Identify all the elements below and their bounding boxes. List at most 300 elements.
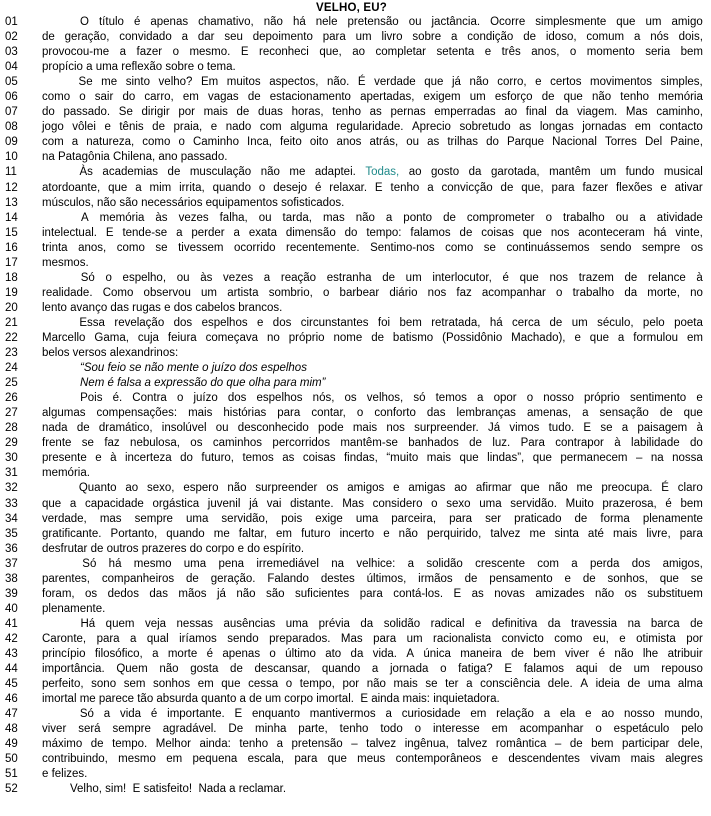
- word: sempre: [112, 723, 151, 736]
- word: se: [155, 241, 168, 254]
- line-content: [42, 286, 711, 301]
- word: simplesmente: [535, 16, 607, 28]
- word: sem: [123, 678, 146, 691]
- line-number: 25: [5, 377, 18, 390]
- word: jornadas: [582, 121, 627, 134]
- page-title: VELHO, EU?: [315, 2, 387, 14]
- word: um: [633, 663, 650, 676]
- word: as: [427, 136, 440, 149]
- word: Aprecio: [411, 121, 451, 134]
- line-content: [42, 256, 711, 271]
- word: ou: [615, 211, 629, 224]
- word: Gama,: [94, 331, 129, 344]
- word: Só: [80, 271, 95, 284]
- word: E: [105, 226, 114, 239]
- word: Só: [82, 557, 97, 570]
- word: do: [486, 136, 499, 149]
- word: um: [355, 31, 372, 44]
- word: pensamento: [489, 572, 553, 585]
- word: começava: [205, 331, 259, 344]
- word: com: [259, 121, 282, 134]
- word: desejo: [273, 181, 308, 194]
- word: comprometer: [466, 211, 535, 224]
- word: não: [469, 76, 489, 89]
- word: Paine,: [670, 136, 703, 149]
- word: o: [414, 723, 422, 736]
- line-content: [42, 181, 711, 196]
- line-content: [42, 587, 711, 602]
- word: faz: [104, 437, 120, 450]
- word: estacionamento: [269, 91, 351, 104]
- word: E: [453, 587, 462, 600]
- word: à: [696, 422, 703, 435]
- paragraph-indent: [42, 75, 70, 90]
- text-line: [0, 737, 711, 752]
- word: a: [477, 392, 484, 405]
- word: nessas: [176, 617, 213, 630]
- word: geração,: [64, 31, 110, 44]
- word: minha: [255, 723, 287, 736]
- word: é: [314, 181, 322, 194]
- word: pode: [318, 422, 344, 435]
- line-number: 26: [5, 392, 18, 405]
- word: é: [133, 16, 141, 28]
- word: e: [585, 708, 592, 721]
- word: nada: [42, 422, 68, 435]
- word: estranha: [326, 271, 372, 284]
- word: idoso,: [545, 31, 577, 44]
- word: não: [159, 663, 179, 676]
- word: dos: [173, 316, 193, 329]
- word: completar: [375, 46, 427, 59]
- word: para: [373, 632, 397, 645]
- word: destes: [320, 572, 355, 585]
- word: pelo: [681, 723, 703, 736]
- word: compensações:: [96, 407, 178, 420]
- word: Às: [79, 166, 93, 179]
- word: faz: [456, 286, 472, 299]
- word: Em: [200, 76, 219, 89]
- line-content: [42, 75, 711, 90]
- word: e: [95, 452, 102, 465]
- word: se: [425, 678, 438, 691]
- word: se: [600, 422, 613, 435]
- word: do: [42, 106, 55, 119]
- word: exata: [248, 226, 277, 239]
- word: lhe: [642, 647, 659, 660]
- word: mesmo: [133, 557, 172, 570]
- word: em: [686, 331, 703, 344]
- word: convicção: [441, 181, 493, 194]
- word: os: [190, 437, 203, 450]
- word: talvez: [490, 527, 521, 540]
- word: jogo: [42, 121, 64, 134]
- word: esforço: [494, 91, 533, 104]
- word: de: [230, 663, 243, 676]
- word: dramático,: [98, 422, 153, 435]
- word: dos: [227, 392, 247, 405]
- word: otimista: [636, 632, 676, 645]
- word: imortal me parece tão absurda quanto a de um corpo imortal. E ainda mais: inquietadora.: [42, 693, 500, 706]
- word: ao: [601, 708, 615, 721]
- word: de: [627, 678, 641, 691]
- line-content: [42, 271, 711, 286]
- word: Marcello: [42, 331, 86, 344]
- word: a: [71, 136, 79, 149]
- line-content: [42, 677, 711, 692]
- word: desconhecido: [237, 422, 309, 435]
- paragraph-indent: [42, 617, 70, 632]
- line-content: [42, 421, 711, 436]
- word: Para: [520, 437, 545, 450]
- word: distante.: [290, 497, 334, 510]
- line-number: 44: [5, 663, 18, 676]
- line-content: [42, 226, 711, 241]
- word: um: [405, 271, 422, 284]
- word: Como: [102, 286, 134, 299]
- line-content: [42, 707, 711, 722]
- word: geração.: [210, 572, 256, 585]
- word: plenamente: [642, 512, 703, 525]
- line-content: [42, 135, 711, 150]
- word: trilhas: [447, 136, 479, 149]
- word: seria: [645, 46, 671, 59]
- word: perfeito,: [42, 678, 84, 691]
- word: contemporâneos: [395, 753, 482, 766]
- word: coisas: [302, 452, 336, 465]
- word: dos: [272, 316, 292, 329]
- word: título: [98, 16, 124, 28]
- word: falamos: [410, 226, 451, 239]
- word: lento avanço das rugas e dos cabelos brancos.: [42, 301, 283, 314]
- word: o: [545, 211, 553, 224]
- word: afirmar: [475, 482, 512, 495]
- paragraph-indent: [42, 557, 70, 572]
- word: iríamos: [179, 632, 217, 645]
- word: que: [42, 497, 62, 510]
- word: de: [459, 226, 473, 239]
- word: que: [589, 331, 609, 344]
- line-content: [42, 15, 711, 30]
- word: para: [96, 632, 120, 645]
- word: contar,: [311, 407, 346, 420]
- word: E: [374, 181, 383, 194]
- line-number: 37: [5, 557, 18, 570]
- word: contrapor: [555, 437, 604, 450]
- word: final: [525, 106, 547, 119]
- word: e: [484, 46, 492, 59]
- word: cuja: [137, 331, 159, 344]
- word: de: [152, 121, 165, 134]
- text-line: [0, 135, 711, 150]
- word: sobretudo: [459, 121, 511, 134]
- line-content: [42, 30, 711, 45]
- word: talvez: [366, 738, 397, 751]
- word: belos versos alexandrinos:: [42, 347, 179, 360]
- word: das: [149, 587, 168, 600]
- word: mais: [613, 527, 638, 540]
- word: de: [247, 91, 261, 104]
- word: no: [266, 331, 280, 344]
- line-number: 16: [5, 241, 18, 254]
- word: escala,: [247, 753, 285, 766]
- word: suficientes: [294, 587, 350, 600]
- word: uma: [479, 497, 502, 510]
- word: prévia: [318, 617, 350, 630]
- word: labilidade: [631, 437, 680, 450]
- word: de: [624, 271, 638, 284]
- word: e: [564, 572, 571, 585]
- line-content: [42, 497, 711, 512]
- word: surpreender.: [414, 422, 479, 435]
- line-number: 49: [5, 738, 18, 751]
- word: no: [690, 286, 703, 299]
- word: falha,: [219, 211, 248, 224]
- word: de: [443, 211, 456, 224]
- line-number: 06: [5, 91, 18, 104]
- word: Sentimo-nos: [370, 241, 435, 254]
- word: a: [263, 271, 271, 284]
- word: às: [155, 211, 168, 224]
- word: vida.: [372, 647, 397, 660]
- line-number: 43: [5, 647, 18, 660]
- word: diário: [389, 286, 418, 299]
- text-line: [0, 45, 711, 60]
- word: frente: [42, 437, 72, 450]
- line-number: 47: [5, 708, 18, 721]
- word: Quem: [116, 663, 148, 676]
- text-line: [0, 527, 711, 542]
- word: Essa: [79, 316, 105, 329]
- word: e felizes.: [42, 768, 88, 781]
- word: máximo: [42, 738, 83, 751]
- line-content: [42, 316, 711, 331]
- numbered-line-list: [0, 15, 711, 797]
- word: vezes: [223, 271, 254, 284]
- word: Machado),: [511, 331, 566, 344]
- word: perquirido,: [426, 527, 482, 540]
- word: pena: [218, 557, 245, 570]
- word: comum: [586, 31, 625, 44]
- word: sexo: [446, 497, 471, 510]
- word: irremediável: [256, 557, 319, 570]
- word: a: [543, 708, 551, 721]
- word: me: [529, 527, 546, 540]
- word: em: [166, 753, 183, 766]
- word: –: [635, 452, 643, 465]
- line-content: [42, 105, 711, 120]
- word: uma: [186, 512, 209, 525]
- word: mundo,: [664, 708, 703, 721]
- text-line: [0, 361, 711, 376]
- word: é: [206, 647, 213, 660]
- word: não: [594, 587, 615, 600]
- word: dar: [197, 31, 215, 44]
- word: considero: [372, 497, 423, 510]
- word: faltar,: [238, 527, 267, 540]
- word: à: [696, 271, 703, 284]
- line-number: 35: [5, 527, 18, 540]
- word: depoimento: [252, 31, 313, 44]
- word: tenho: [620, 91, 650, 104]
- word: radical: [430, 617, 465, 630]
- word: dos: [631, 557, 651, 570]
- word: velhos,: [366, 392, 404, 405]
- line-content: [42, 466, 711, 481]
- word: tenho: [332, 106, 361, 119]
- word: dele,: [677, 738, 703, 751]
- word: praticado: [514, 512, 562, 525]
- word: o: [556, 286, 563, 299]
- word: substituem: [647, 587, 703, 600]
- word: tenho: [239, 738, 269, 751]
- word: vivam: [590, 753, 621, 766]
- line-number: 22: [5, 331, 18, 344]
- line-number: 30: [5, 452, 18, 465]
- word: enquanto: [252, 708, 300, 721]
- word: continuássemos: [506, 241, 590, 254]
- line-content: [42, 527, 711, 542]
- word: não: [366, 678, 386, 691]
- line-content: [42, 767, 711, 782]
- word: com: [537, 557, 559, 570]
- word: mãos: [178, 587, 207, 600]
- word: em: [470, 708, 487, 721]
- word: para: [679, 527, 703, 540]
- text-line: [0, 150, 711, 165]
- word: caminhos: [212, 437, 263, 450]
- word: temos: [242, 452, 274, 465]
- word: luz.: [492, 437, 511, 450]
- word: servidão.: [510, 497, 557, 510]
- word: foram,: [42, 587, 75, 600]
- word: tempo:: [366, 226, 402, 239]
- text-line: [0, 15, 711, 30]
- word: solidão: [383, 617, 421, 630]
- line-content: [42, 196, 711, 211]
- word: incerteza: [124, 452, 172, 465]
- word: o: [105, 271, 112, 284]
- line-number: 48: [5, 723, 18, 736]
- line-number: 29: [5, 437, 18, 450]
- word: a: [233, 226, 240, 239]
- word: dois,: [678, 31, 703, 44]
- word: que: [327, 753, 347, 766]
- word: nos: [427, 286, 447, 299]
- word: incerto: [339, 527, 375, 540]
- word: mim: [149, 181, 172, 194]
- word: E: [504, 663, 513, 676]
- word: que: [616, 16, 636, 28]
- word: de: [76, 422, 90, 435]
- word: descendentes: [508, 753, 580, 766]
- word: morte,: [647, 286, 680, 299]
- word: em: [491, 723, 508, 736]
- word: alguma: [290, 121, 328, 134]
- word: propício a uma reflexão sobre o tema.: [42, 61, 236, 74]
- text-line: [0, 512, 711, 527]
- highlighted-word: Todas,: [365, 166, 400, 179]
- word: dedos: [107, 587, 139, 600]
- word: histórias: [223, 407, 267, 420]
- word: que: [459, 452, 479, 465]
- word: percorridos: [272, 437, 330, 450]
- word: chamativo,: [198, 16, 254, 28]
- word: as: [282, 452, 295, 465]
- word: um: [600, 166, 617, 179]
- word: trazem: [578, 271, 614, 284]
- word: solidão: [426, 557, 463, 570]
- word: como: [116, 241, 145, 254]
- word: É: [661, 482, 669, 495]
- line-number: 04: [5, 61, 18, 74]
- word: verdade: [374, 76, 416, 89]
- word: contá-los.: [393, 587, 444, 600]
- word: o: [285, 678, 293, 691]
- word: companheiros: [101, 572, 175, 585]
- paragraph-indent: [42, 391, 70, 406]
- word: e: [210, 121, 218, 134]
- word: mesmo.: [189, 46, 231, 59]
- word: retratada,: [431, 316, 481, 329]
- word: não: [398, 527, 418, 540]
- line-content: [42, 512, 711, 527]
- word: realidade.: [42, 286, 93, 299]
- word: trabalho: [572, 286, 615, 299]
- word: vôlei: [72, 121, 96, 134]
- word: condição: [467, 31, 514, 44]
- word: sendo: [227, 632, 259, 645]
- word: amenas,: [526, 407, 572, 420]
- word: agradável.: [162, 723, 217, 736]
- word: observou: [143, 286, 191, 299]
- text-line: [0, 60, 711, 75]
- word: sobre: [412, 31, 442, 44]
- word: amigos: [347, 482, 385, 495]
- text-line: [0, 542, 711, 557]
- text-line: [0, 90, 711, 105]
- word: ideia: [595, 678, 620, 691]
- line-number: 33: [5, 497, 18, 510]
- line-number: 52: [5, 783, 18, 796]
- text-line: [0, 587, 711, 602]
- line-content: [42, 542, 711, 557]
- word: a: [621, 422, 629, 435]
- word: A: [406, 647, 414, 660]
- word: sonhos,: [607, 572, 648, 585]
- word: de: [167, 166, 181, 179]
- word: para: [449, 512, 473, 525]
- word: nos: [549, 271, 568, 284]
- word: amigas: [408, 482, 446, 495]
- word: se: [690, 572, 703, 585]
- word: seu: [224, 31, 243, 44]
- word: uma: [355, 512, 379, 525]
- text-line: [0, 497, 711, 512]
- word: ainda:: [199, 738, 231, 751]
- line-number: 17: [5, 256, 18, 269]
- text-line: [0, 421, 711, 436]
- word: e: [104, 121, 111, 134]
- word: velho?: [158, 76, 193, 89]
- word: mas: [99, 512, 122, 525]
- word: é: [665, 497, 672, 510]
- word: reação: [280, 271, 317, 284]
- word: ou: [176, 271, 190, 284]
- word: e: [383, 527, 390, 540]
- word: amigo: [671, 16, 703, 28]
- word: formulou: [633, 331, 679, 344]
